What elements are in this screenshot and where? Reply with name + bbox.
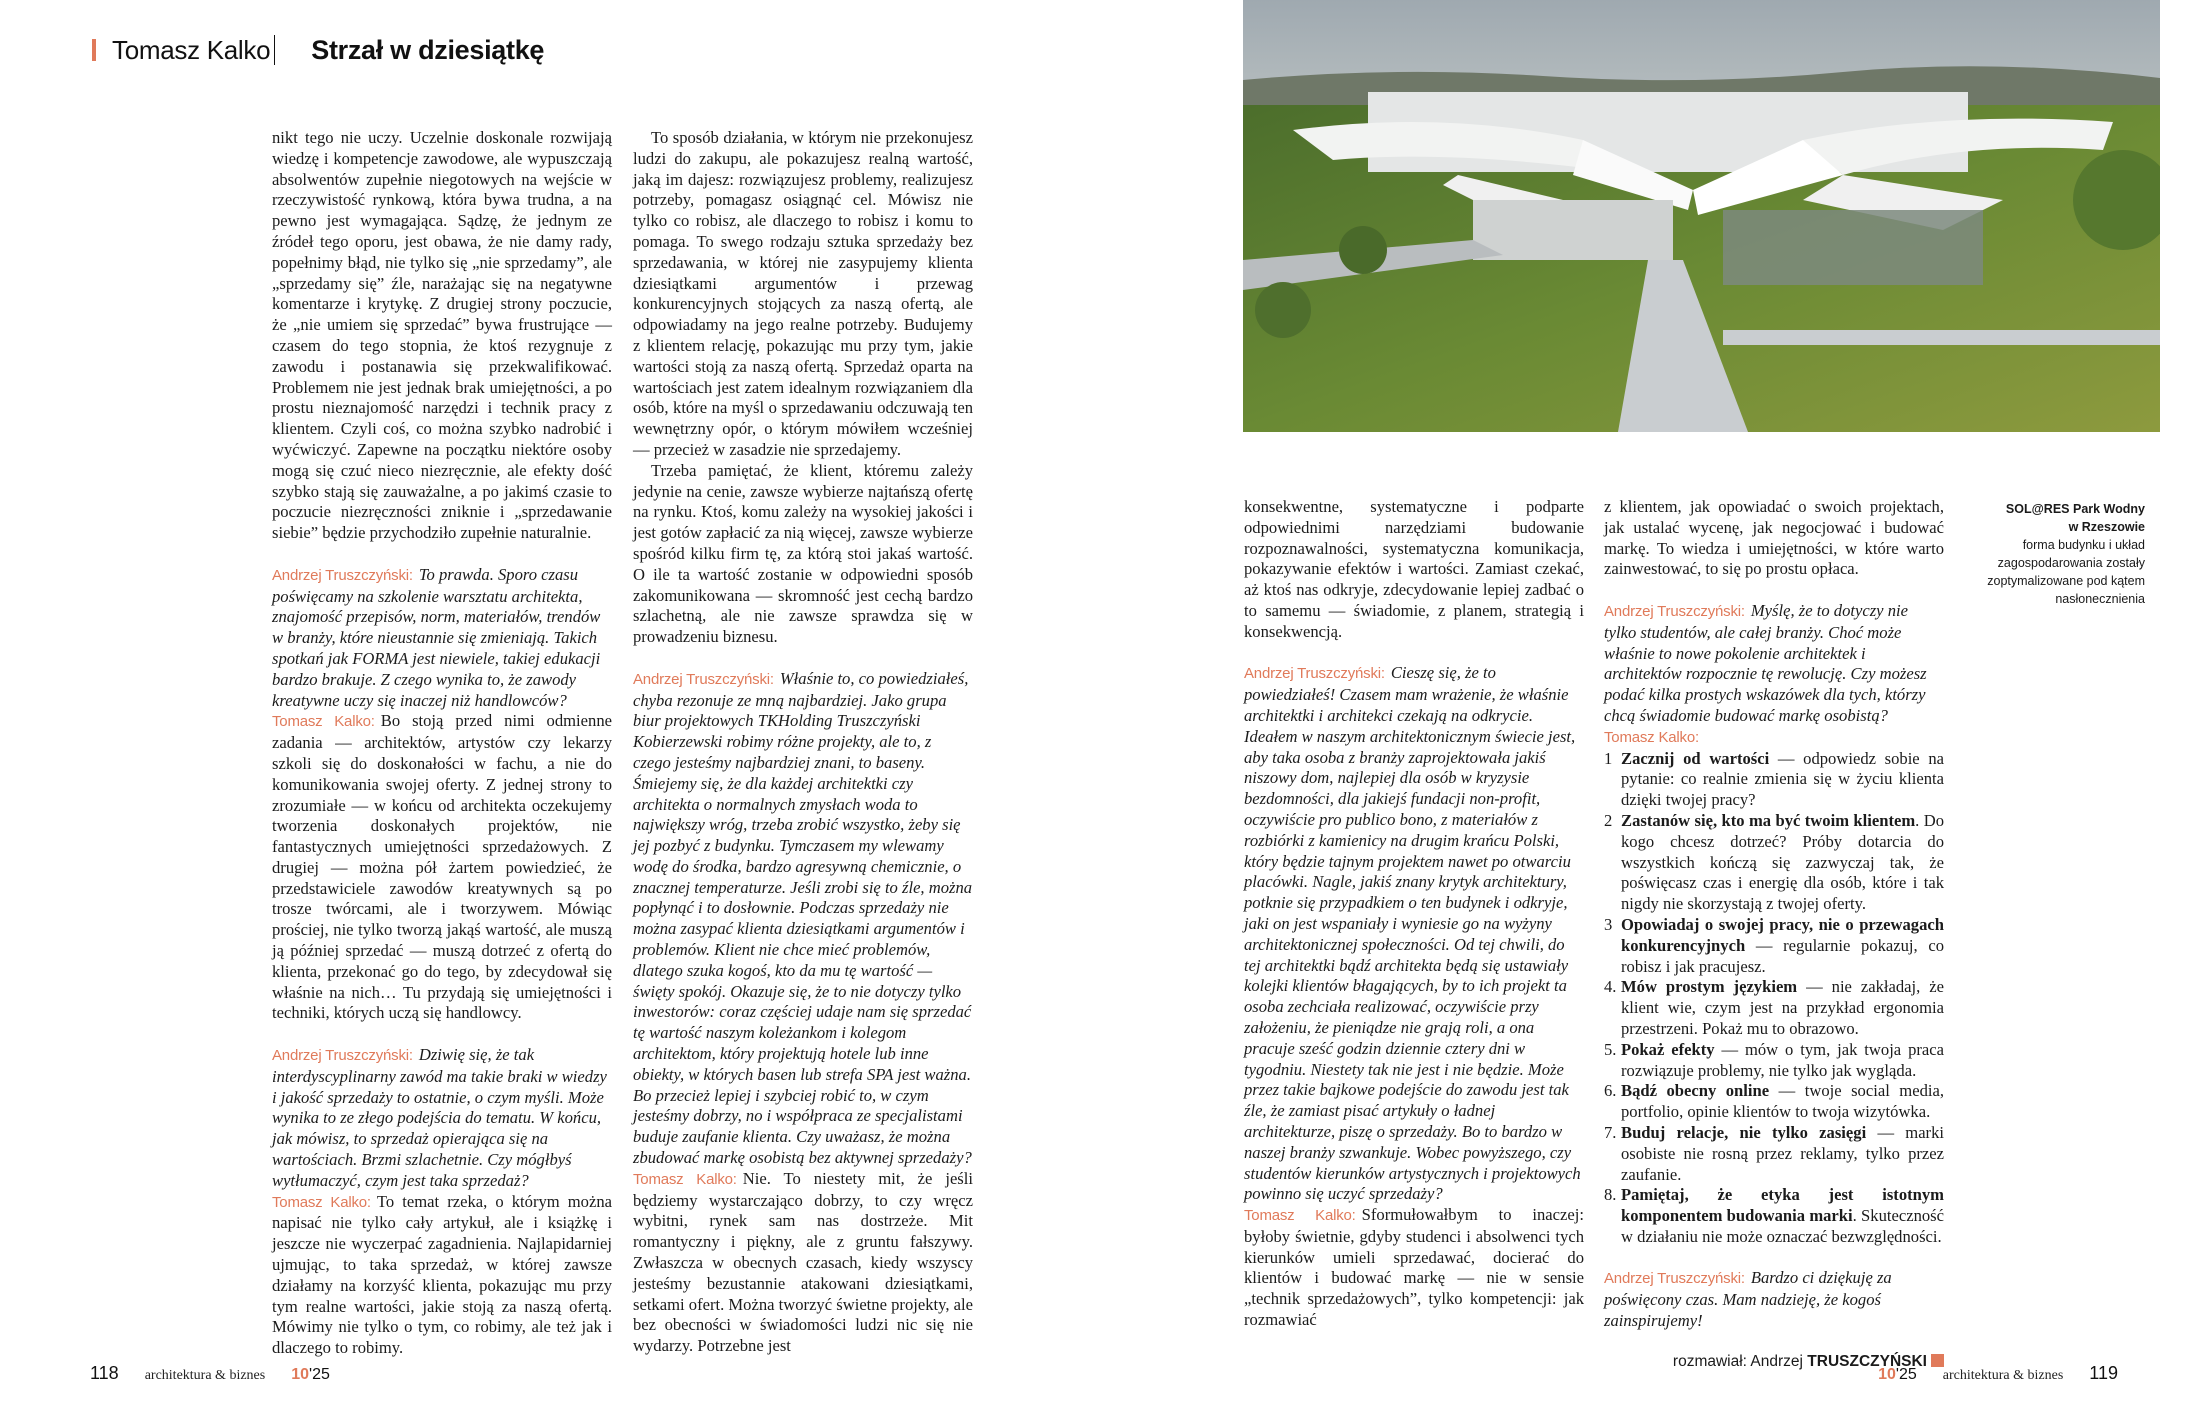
closing-question (1604, 1268, 1944, 1331)
tip-item (1604, 915, 1944, 977)
question (1604, 601, 1944, 727)
answer (1244, 1205, 1584, 1331)
text-column-4 (1604, 497, 1944, 1373)
tip-item (1604, 749, 1944, 811)
tip-text: — mów o tym, jak twoja praca rozwiązuje problemy, nie tylko jak wygląda. (1621, 1039, 1945, 1080)
tip-item (1604, 1040, 1944, 1082)
rendering-illustration (1243, 0, 2160, 432)
question-text: Dziwię się, że tak interdyscyplinarny zawód ma takie braki w wiedzy i jakość sprzedaży to ostatnie, o czym myśli. Może wynika to ze złego podejścia do tematu. W końcu, jak mówisz, to sprzedaż opierająca się na wartościach. Brzmi szlachetnie. Czy mógłbyś wytłumaczyć, czym jest taka sprzedaż? (272, 1045, 607, 1190)
tip-item (1604, 1081, 1944, 1123)
paragraph: nikt tego nie uczy. Uczelnie doskonale rozwijają wiedzę i kompetencje zawodowe, ale wypuszczają absolwentów zupełnie niegotowych na wejście w rzeczywistość rynkową, która bywa trudna, a na pewno jest wymagająca. Sądzę, że jednym ze źródeł tego oporu, jest obawa, że nie damy rady, popełnimy błąd, nie tylko się „nie sprzedamy”, ale „sprzedamy się” źle, narażając się na negatywne komentarze i krytykę. Z drugiej strony poczucie, że „nie umiem się sprzedać” bywa frustrujące — czasem do tego stopnia, że ktoś rezygnuje z zawodu i postanawia się przekwalifikować. Problemem nie jest jednak brak umiejętności, a po prostu nieznajomość narzędzi i technik pracy z klientem. Czyli coś, co można szybko nadrobić i wyćwiczyć. Zapewne na początku niektóre osoby mogą się czuć nieco niezręcznie, ale efekty dość szybko stają się zauważalne, a po jakimś czasie to poczucie niezręczności zniknie i „sprzedawanie siebie” będzie przychodziło zupełnie naturalnie. (272, 128, 612, 543)
speaker-label: Tomasz Kalko: (633, 1170, 737, 1188)
tip-heading: Bądź obecny online (1621, 1081, 1770, 1101)
answer-text: Bo stoją przed nimi odmienne zadania — architektów, artystów czy lekarzy szkoli się do doskonałości w fachu, a nie do komunikowania swojej oferty. Z jednej strony to zrozumiałe — w końcu od architekta oczekujemy tworzenia doskonałych projektów, nie fantastycznych umiejętności sprzedażowych. Z drugiej — można pół żartem powiedzieć, że przedstawiciele zawodów kreatywnych są po trosze twórcami, ale i tworzywem. Mówiąc prościej, nie tylko tworzą jakąś wartość, ale muszą ją później sprzedać — muszą dotrzeć z ofertą do klienta, przekonać go do tego, by zdecydował się właśnie na nich… Tu przydają się umiejętności i techniki, których uczą się handlowcy. (272, 711, 612, 1023)
tip-number: 1 (1604, 748, 1613, 768)
speaker-label: Tomasz Kalko: (272, 1193, 371, 1211)
issue-number (1878, 1366, 1917, 1384)
question (1244, 663, 1584, 1205)
tip-number: 7. (1604, 1122, 1617, 1142)
tip-heading: Pamiętaj, że etyka jest istotnym komponentem budowania marki (1621, 1185, 1944, 1226)
article-header (92, 30, 544, 70)
question-text: Cieszę się, że to powiedziałeś! Czasem mam wrażenie, że właśnie architektki i architekci czekają na odkrycie. Ideałem w naszym architektonicznym świecie jest, aby taka osoba z branży zaprojektowała jakiś niszowy dom, najlepiej dla osób w kryzysie bezdomności, dla jakiejś fundacji non-profit, oczywiście pro publico bono, z materiałów z rozbiórki z kamienicy na drugim krańcu Polski, który będzie tajnym projektem nawet po otwarciu placówki. Nagle, jakiś znany krytyk architektury, potknie się przypadkiem o ten budynek i odkryje, jaki on jest wspaniały i wyniesie go na wyżyny architektonicznej społeczności. Od tej chwili, do tej architektki bądź architekta będą się ustawiały kolejki klientów błagających, by to ich projekt ta osoba zechciała realizować, oczywiście przy założeniu, że pieniądze nie grają roli, a ona pracuje sześć godzin dziennie cztery dni w tygodniu. Niestety tak nie jest i nie będzie. Może przez takie bajkowe podejście do zawodu jest tak źle, że zamiast pisać artykuły o ładnej architekturze, piszę o sprzedaży. Bo to bardzo w naszej branży szwankuje. Wobec powyższego, czy studentów kierunków artystycznych i projektowych powinno się uczyć sprzedaży? (1244, 663, 1581, 1204)
tip-text: . Do kogo chcesz dotrzeć? Próby dotarcia do wszystkich kończą się zazwyczaj tak, że poświęcasz czas i energię dla osób, które i tak nigdy nie skorzystają z twojej oferty. (1621, 810, 1944, 914)
issue-year: '25 (1895, 1366, 1917, 1383)
tip-item (1604, 811, 1944, 915)
question-text: Myślę, że to dotyczy nie tylko studentów, ale całej branży. Choć może właśnie to nowe pokolenie architektek i architektów rozpocznie tę rewolucję. Czy możesz podać kilka prostych wskazówek dla tych, którzy chcą świadomie budować markę osobistą? (1604, 600, 1927, 725)
question-text: Właśnie to, co powiedziałeś, chyba rezonuje ze mną najbardziej. Jako grupa biur projektowych TKHolding Truszczyński Kobierzewski robimy różne projekty, ale to, z czego jesteśmy najbardziej znani, to baseny. Śmiejemy się, że dla każdej architektki czy architekta o normalnych zmysłach woda to największy wróg, trzeba zrobić wszystko, żeby się jej pozbyć z budynku. Tymczasem my wlewamy wodę do środka, bardzo agresywną chemicznie, o znacznej temperaturze. Jeśli zrobi się to źle, można popłynąć i to dosłownie. Podczas sprzedaży nie można zasypać klienta dziesiątkami argumentów i problemów. Klient nie chce mieć problemów, dlatego szuka kogoś, kto da mu tę wartość — święty spokój. Okazuje się, że to nie dotyczy tylko inwestorów: coraz częściej udaje nam się sprzedać tę wartość naszym koleżankom i kolegom architektom, który projektują hotele lub inne obiekty, w których basen lub strefa SPA jest ważna. Bo przecież lepiej i szybciej robić to, w czym jesteśmy dobrzy, no i współpraca ze specjalistami buduje zaufanie klienta. Czy uważasz, że można zbudować markę osobistą bez aktywnej sprzedaży? (633, 668, 973, 1168)
page-number: 119 (2089, 1363, 2118, 1383)
speaker-label: Andrzej Truszczyński: (1604, 1270, 1745, 1288)
question-text: Bardzo ci dziękuję za poświęcony czas. Mam nadzieję, że kogoś zainspirujemy! (1604, 1268, 1892, 1331)
page-number: 118 (90, 1363, 119, 1383)
answer-text: To temat rzeka, o którym można napisać nie tylko cały artykuł, ale i książkę i jeszcze nie wyczerpać zagadnienia. Najlapidarniej ujmując, to taka sprzedaż, w której zawsze działamy na korzyść klienta, pokazując mu przy tym realne wartości, jakie stoją za naszą ofertą. Mówimy nie tylko o tym, co robimy, ale też jak i dlaczego to robimy. (272, 1191, 613, 1358)
tip-heading: Mów prostym językiem (1621, 977, 1798, 997)
tip-item (1604, 1185, 1944, 1247)
paragraph: z klientem, jak opowiadać o swoich projektach, jak ustalać wycenę, jak negocjować i budować markę. To wiedza i umiejętności, w które warto zainwestować, to się po prostu opłaca. (1604, 497, 1944, 579)
speaker-label: Tomasz Kalko: (1604, 728, 1699, 746)
tip-heading: Pokaż efekty (1621, 1039, 1715, 1059)
tip-number: 4. (1604, 977, 1617, 997)
speaker-label: Andrzej Truszczyński: (272, 1047, 413, 1065)
tip-item (1604, 1123, 1944, 1185)
question (272, 565, 612, 712)
column-author: Tomasz Kalko (112, 35, 275, 65)
tips-list (1604, 749, 1944, 1248)
issue-number (291, 1366, 330, 1384)
tip-text: — nie zakładaj, że klient wie, czym jest na przykład ergonomia przestrzeni. Pokaż mu to obrazowo. (1621, 977, 1944, 1038)
tip-heading: Buduj relacje, nie tylko zasięgi (1621, 1122, 1867, 1142)
tip-number: 3 (1604, 914, 1613, 934)
photo-caption (1955, 500, 2145, 608)
tip-text: — marki osobiste nie rosną przez reklamy, tylko przez zaufanie. (1621, 1122, 1944, 1184)
speaker-label: Andrzej Truszczyński: (1604, 602, 1745, 620)
paragraph: To sposób działania, w którym nie przekonujesz ludzi do zakupu, ale pokazujesz realną wartość, jaką im dajesz: rozwiązujesz problemy, realizujesz potrzeby, pomagasz osiągnąć cel. Mówisz nie tylko co robisz, ale dlaczego to robisz i komu to pomaga. To swego rodzaju sztuka sprzedaży bez sprzedawania, w której nie zasypujemy klienta dziesiątkami argumentów i przewag konkurencyjnych stojących za naszą ofertą, ale odpowiadamy na jego realne potrzeby. Budujemy z klientem relację, pokazując mu przy tym, jakie wartości stoją za naszą ofertą. Sprzedaż oparta na wartościach jest zatem idealnym rozwiązaniem dla osób, które na myśl o sprzedawaniu odczuwają ten wewnętrzny opór, o którym mówiłem wcześniej — przecież w zasadzie nie sprzedajemy. (633, 128, 973, 459)
tip-heading: Opowiadaj o swojej pracy, nie o przewagach konkurencyjnych (1621, 914, 1944, 955)
tip-number: 6. (1604, 1081, 1617, 1101)
speaker-label: Andrzej Truszczyński: (633, 670, 774, 688)
speaker-label: Tomasz Kalko: (272, 713, 375, 731)
magazine-name: architektura & biznes (144, 1368, 266, 1383)
text-column-1 (272, 128, 612, 1359)
tip-heading: Zastanów się, kto ma być twoim klientem (1621, 810, 1916, 830)
paragraph: Trzeba pamiętać, że klient, któremu zależy jedynie na cenie, zawsze wybierze najtańszą ofertę na rynku. Ktoś, komu zależy na wysokiej jakości i jest gotów zapłacić za nią więcej, zawsze wybierze spośród kilku firm tę, za którą stoi jakaś wartość. O ile ta wartość zostanie w odpowiedni sposób zakomunikowana — skromność jest cechą bardzo szlachetną, ale nie zawsze sprawdza się w prowadzeniu biznesu. (633, 460, 973, 647)
answer (272, 1192, 612, 1359)
tip-text: — regularnie pokazuj, co robisz i jak pracujesz. (1621, 935, 1944, 976)
tip-item (1604, 977, 1944, 1039)
caption-title-line2: w Rzeszowie (2068, 520, 2145, 534)
signature-name: TRUSZCZYŃSKI (1807, 1352, 1927, 1370)
text-column-2 (633, 128, 973, 1357)
building-photo (1243, 0, 2160, 432)
speaker-label: Andrzej Truszczyński: (272, 566, 413, 584)
question (633, 669, 973, 1169)
tip-number: 8. (1604, 1185, 1617, 1205)
question (272, 1045, 612, 1192)
issue-month: 10 (291, 1366, 310, 1383)
tip-text: — twoje social media, portfolio, opinie klientów to twoja wizytówka. (1621, 1081, 1944, 1122)
question-text: To prawda. Sporo czasu poświęcamy na szkolenie warsztatu architekta, znajomość przepisów, norm, materiałów, trendów w branży, które nieustannie się zmieniają. Takich spotkań jak FORMA jest niewiele, takiej edukacji bardzo brakuje. Z czego wynika to, że zawody kreatywne uczy się inaczej niż handlowców? (272, 564, 601, 710)
article-title: Strzał w dziesiątkę (311, 34, 545, 65)
tip-heading: Zacznij od wartości (1621, 748, 1770, 768)
footer-left (90, 1363, 330, 1384)
speaker-label: Tomasz Kalko: (1244, 1207, 1356, 1225)
tip-number: 2 (1604, 810, 1613, 830)
answer-text: Nie. To niestety mit, że jeśli będziemy wystarczająco dobrzy, to czy wręcz wybitni, rynek sam nas dostrzeże. Mit romantyczny i piękny, ale z gruntu fałszywy. Zwłaszcza w obecnych czasach, kiedy wszyscy jesteśmy bezustannie atakowani dziesiątkami, setkami ofert. Można tworzyć świetne projekty, ale bez obecności w świadomości ludzi nic się nie wydarzy. Potrzebne jest (633, 1168, 973, 1356)
signature-prefix: rozmawiał: Andrzej (1672, 1352, 1808, 1370)
answer (272, 711, 612, 1024)
issue-year: '25 (309, 1366, 330, 1383)
answer-text: Sformułowałbym to inaczej: byłoby świetnie, gdyby studenci i absolwenci tych kierunków umieli sprzedawać, docierać do klientów i budować markę — nie w sensie „technik sprzedażowych”, tylko kompetencji: jak rozmawiać (1244, 1205, 1584, 1330)
tip-text: — odpowiedz sobie na pytanie: co realnie zmienia się w życiu klienta dzięki twojej pracy? (1621, 748, 1945, 810)
issue-month: 10 (1878, 1366, 1896, 1383)
caption-body: forma budynku i układ zagospodarowania zostały zoptymalizowane pod kątem nasłonecznienia (1987, 538, 2145, 606)
paragraph: konsekwentne, systematyczne i podparte odpowiednimi narzędziami budowanie rozpoznawalności, systematyczna komunikacja, pokazywanie efektów i wartości. Zamiast czekać, aż ktoś nas odkryje, zdecydowanie lepiej zadbać o to samemu — świadomie, z planem, strategią i konsekwencją. (1244, 497, 1584, 641)
answer-intro (1604, 727, 1944, 749)
footer-right (1878, 1363, 2118, 1384)
speaker-label: Andrzej Truszczyński: (1244, 665, 1385, 683)
answer (633, 1169, 973, 1357)
accent-bar (92, 39, 96, 61)
tip-text: . Skuteczność w działaniu nie może oznaczać bezwzględności. (1621, 1206, 1944, 1246)
caption-title: SOL@RES Park Wodny (2005, 502, 2145, 516)
tip-number: 5. (1604, 1039, 1617, 1059)
magazine-name: architektura & biznes (1942, 1368, 2064, 1383)
text-column-3 (1244, 497, 1584, 1331)
